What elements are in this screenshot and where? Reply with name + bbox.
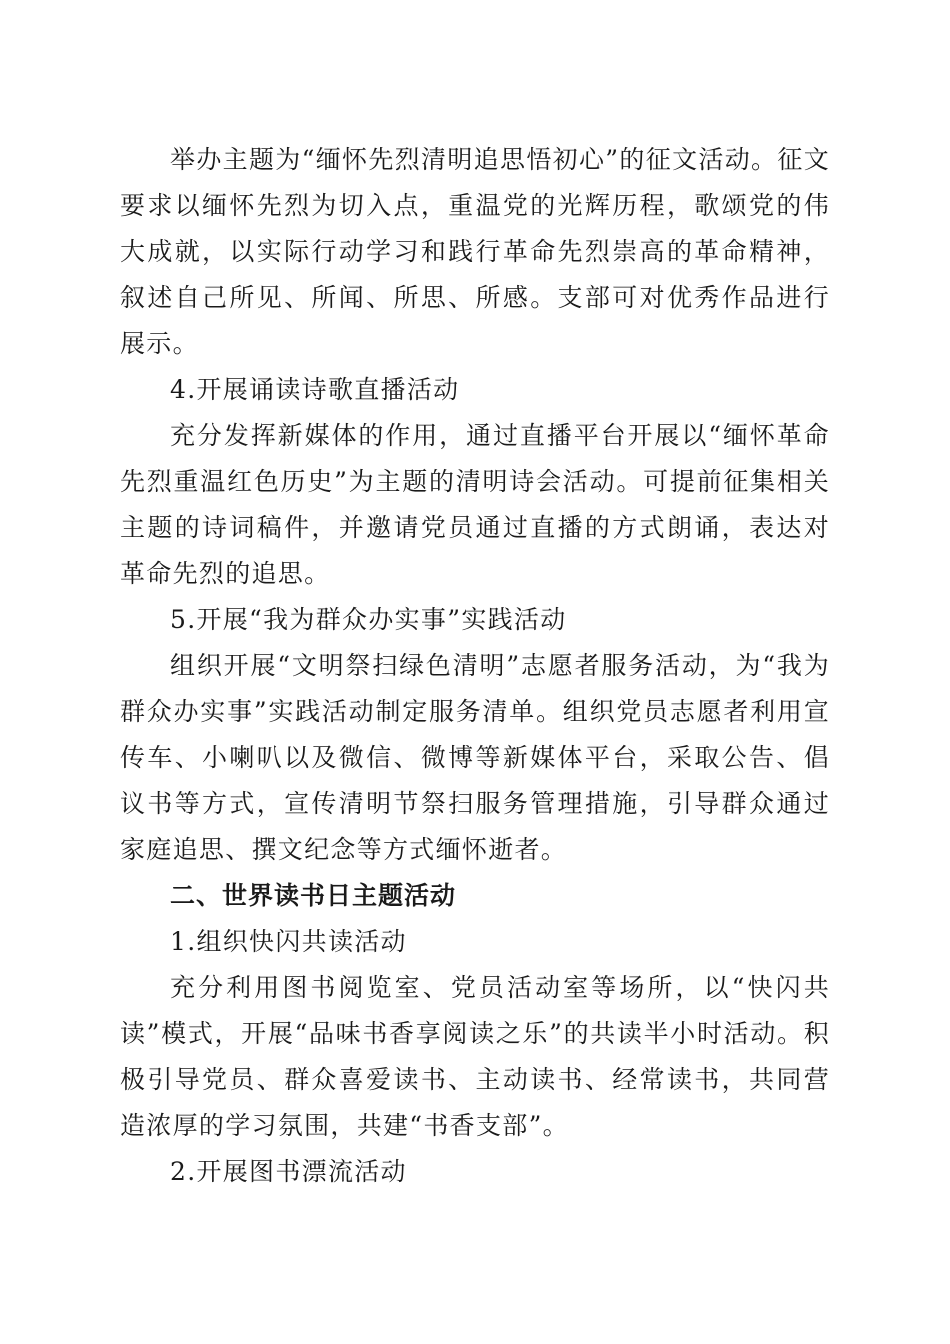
subheading-practical-service: 5.开展“我为群众办实事”实践活动 [170,605,567,634]
subheading-flash-reading: 1.组织快闪共读活动 [170,927,407,956]
paragraph-practical-service: 组织开展“文明祭扫绿色清明”志愿者服务活动，为“我为群众办实事”实践活动制定服务清单。组织党员志愿者利用宣传车、小喇叭以及微信、微博等新媒体平台，采取公告、倡议书等方式，宣传清明节祭扫服务管理措施，引导群众通过家庭追思、撰文纪念等方式缅怀逝者。 [120,651,830,864]
paragraph-poetry-livestream: 充分发挥新媒体的作用，通过直播平台开展以“缅怀革命先烈重温红色历史”为主题的清明诗会活动。可提前征集相关主题的诗词稿件，并邀请党员通过直播的方式朗诵，表达对革命先烈的追思。 [120,421,830,588]
subheading-book-drifting: 2.开展图书漂流活动 [170,1157,407,1186]
subheading-poetry-livestream: 4.开展诵读诗歌直播活动 [170,375,460,404]
section-heading-world-book-day: 二、世界读书日主题活动 [170,881,457,910]
paragraph-essay-activity: 举办主题为“缅怀先烈清明追思悟初心”的征文活动。征文要求以缅怀先烈为切入点，重温党的光辉历程，歌颂党的伟大成就，以实际行动学习和践行革命先烈崇高的革命精神，叙述自己所见、所闻、所思、所感。支部可对优秀作品进行展示。 [120,145,830,358]
paragraph-flash-reading: 充分利用图书阅览室、党员活动室等场所，以“快闪共读”模式，开展“品味书香享阅读之乐”的共读半小时活动。积极引导党员、群众喜爱读书、主动读书、经常读书，共同营造浓厚的学习氛围，共建“书香支部”。 [120,973,830,1140]
document-body [120,137,830,1195]
